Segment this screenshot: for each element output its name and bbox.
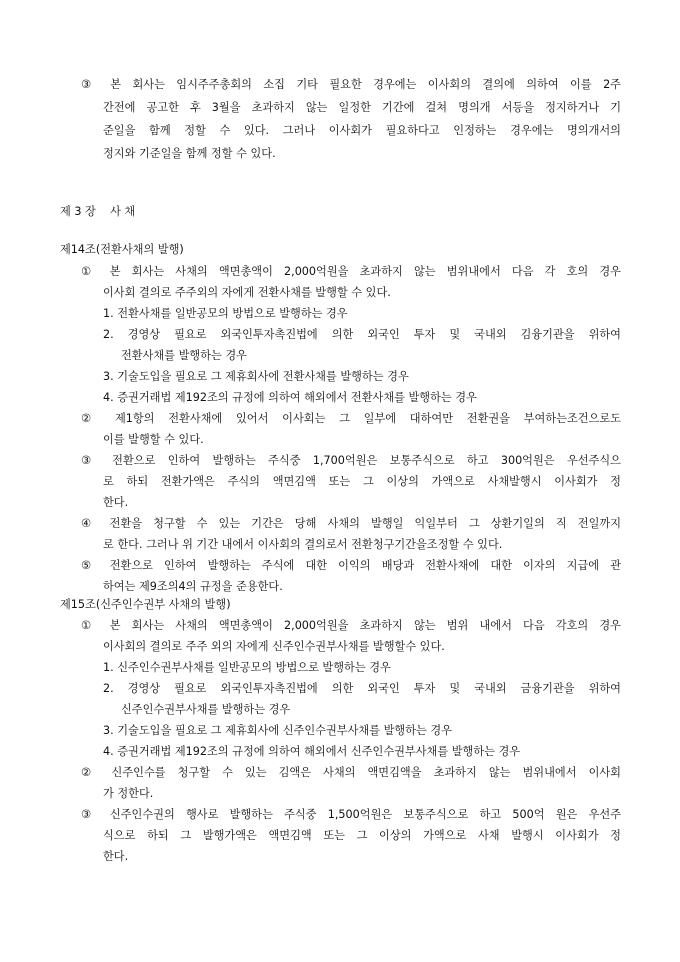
text-line: 정지와 기준일을 함께 정할 수 있다.: [103, 147, 276, 160]
text-line: 로 하되 전환가액은 주식의 액면김액 또는 그 이상의 가액으로 사채발행시 이사회가 정: [103, 475, 621, 488]
text-line: 준일을 함께 정할 수 있다. 그러나 이사회가 필요하다고 인정하는 경우에는 명의개서의: [103, 124, 621, 137]
chapter-heading: 제 3 장 사 채: [60, 205, 136, 218]
list-item: 1. 전환사채를 일반공모의 방법으로 발행하는 경우: [103, 307, 348, 320]
list-item: 1. 신주인수권부사채를 일반공모의 방법으로 발행하는 경우: [103, 661, 391, 674]
text-line: 이사회의 결의로 주주 외의 자에게 신주인수권부사채를 발행할수 있다.: [103, 640, 445, 653]
text-line: 식으로 하되 그 발행가액은 액면김액 또는 그 이상의 가액으로 사채 발행시 이사회가 정: [103, 829, 621, 842]
text-line: ② 신주인수를 청구할 수 있는 김액은 사채의 액면김액을 초과하지 않는 범위내에서 이사회: [81, 766, 621, 779]
text-line: 한다.: [103, 496, 129, 509]
text-line: 한다.: [103, 850, 129, 863]
text-line: ③ 신주인수권의 행사로 발행하는 주식중 1,500억원은 보통주식으로 하고 500억 원은 우선주: [81, 808, 621, 821]
text-line: 이사회 결의로 주주외의 자에게 전환사채를 발행할 수 있다.: [103, 286, 391, 299]
article-title: 제15조(신주인수권부 사채의 발행): [60, 598, 231, 611]
text-line: 가 정한다.: [103, 787, 154, 800]
list-item: 3. 기술도입을 필요로 그 제휴회사에 신주인수권부사채를 발행하는 경우: [103, 724, 452, 737]
list-item: 2. 경영상 필요로 외국인투자촉진법에 의한 외국인 투자 및 국내외 금융기관을 위하여: [103, 682, 621, 695]
text-line: ② 제1항의 전환사채에 있어서 이사회는 그 일부에 대하여만 전환권을 부여하는조건으로도: [81, 412, 621, 425]
text-line: ③ 본 회사는 임시주주총회의 소집 기타 필요한 경우에는 이사회의 결의에 의하여 이를 2주: [81, 78, 621, 91]
text-line: ① 본 회사는 사채의 액면총액이 2,000억원을 초과하지 않는 범위내에서 다음 각 호의 경우: [81, 265, 621, 278]
list-item-continuation: 신주인수권부사채를 발행하는 경우: [121, 703, 291, 716]
article-title: 제14조(전환사채의 발행): [60, 243, 184, 256]
text-line: 이를 발행할 수 있다.: [103, 433, 204, 446]
text-line: ① 본 회사는 사채의 액면총액이 2,000억원을 초과하지 않는 범위 내에서 다음 각호의 경우: [81, 619, 621, 632]
text-line: 로 한다. 그러나 위 기간 내에서 이사회의 결의로서 전환청구기간을조정할 수 있다.: [103, 538, 503, 551]
text-line: ⑤ 전환으로 인하여 발행하는 주식에 대한 이익의 배당과 전환사채에 대한 이자의 지급에 관: [81, 559, 621, 572]
list-item: 3. 기술도입을 필요로 그 제휴회사에 전환사채를 발행하는 경우: [103, 370, 409, 383]
text-line: 간전에 공고한 후 3월을 초과하지 않는 일정한 기간에 걸쳐 명의개 서등을 정지하거나 기: [103, 101, 621, 114]
list-item: 4. 증권거래법 제192조의 규정에 의하여 해외에서 신주인수권부사채를 발행하는 경우: [103, 745, 521, 758]
list-item: 2. 경영상 필요로 외국인투자촉진법에 의한 외국인 투자 및 국내외 김융기관을 위하여: [103, 328, 621, 341]
text-line: 하여는 제9조의4의 규정을 준용한다.: [103, 580, 283, 593]
text-line: ③ 전환으로 인하여 발행하는 주식중 1,700억원은 보통주식으로 하고 300억원은 우선주식으: [81, 454, 621, 467]
list-item: 4. 증권거래법 제192조의 규정에 의하여 해외에서 전환사채를 발행하는 경우: [103, 391, 477, 404]
text-line: ④ 전환을 청구할 수 있는 기간은 당해 사채의 발행일 익일부터 그 상환기일의 직 전일까지: [81, 517, 621, 530]
list-item-continuation: 전환사채를 발행하는 경우: [121, 349, 247, 362]
